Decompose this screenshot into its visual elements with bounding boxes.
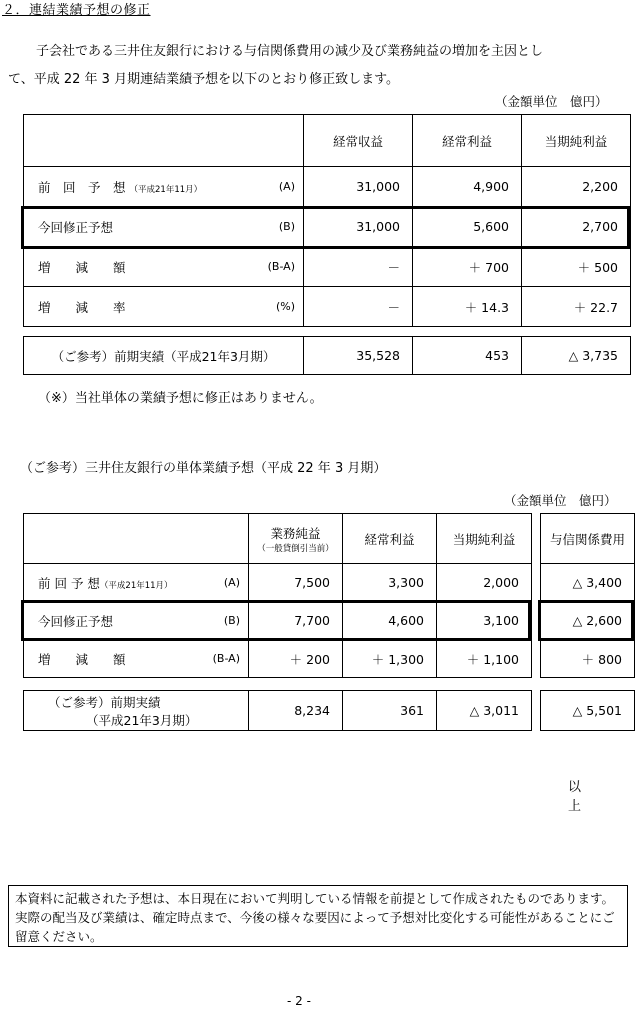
bank-unit: （金額単位 億円） [504,493,617,508]
bank-forecast-table [23,513,532,678]
table-cell: 31,000 [304,167,413,207]
credit-reference-table [540,690,635,731]
header-credit-cost: 与信関係費用 [541,514,635,564]
table-cell: ＋ 700 [413,247,522,287]
disclaimer-box: 本資料に記載された予想は、本日現在において判明している情報を前提として作成されたものであります。実際の配当及び業績は、確定時点まで、今後の様々な要因によって予想対比変化する可能性があることにご留意ください。 [8,885,628,947]
table-cell: 3,100 [437,602,532,640]
row-label: 今回修正予想 (B) [24,207,304,247]
consolidated-reference-table [23,336,631,375]
table-row [24,564,532,602]
reference-label: （ご参考）前期実績 （平成21年3月期） [24,691,249,731]
bank-reference-table [23,690,532,731]
table-header-row [24,514,532,564]
table-cell: 8,234 [249,691,343,731]
row-label: 今回修正予想 (B) [24,602,249,640]
table-cell: ＋ 1,300 [343,640,437,678]
reference-row [24,337,631,375]
table-cell: △ 3,011 [437,691,532,731]
closing-mark: 以 上 [568,780,635,814]
table-cell: － [304,287,413,327]
page-number: - 2 - [287,994,311,1008]
table-cell: △ 5,501 [541,691,635,731]
credit-cost-table [540,513,635,678]
table-cell: △ 3,400 [541,564,635,602]
table-cell: 453 [413,337,522,375]
table-cell: ＋ 500 [522,247,631,287]
table-cell: ＋ 22.7 [522,287,631,327]
table-cell: 5,600 [413,207,522,247]
intro-line-1: 子会社である三井住友銀行における与信関係費用の減少及び業務純益の増加を主因とし [36,44,544,59]
header-ordinary-profit: 経常利益 [413,115,522,167]
table-cell: △ 2,600 [541,602,635,640]
section-title: ２．連結業績予想の修正 [2,3,151,18]
table-cell: 2,000 [437,564,532,602]
reference-label: （ご参考）前期実績（平成21年3月期） [24,337,304,375]
header-business-profit: 業務純益 （一般貸倒引当前） [249,514,343,564]
table-cell: 2,700 [522,207,631,247]
reference-row [24,691,532,731]
bank-revised-row-highlight [21,600,531,641]
table-cell: － [304,247,413,287]
table-cell: 7,500 [249,564,343,602]
table-row [24,287,631,327]
header-blank [24,115,304,167]
intro-paragraph [8,38,628,94]
table-cell: 3,300 [343,564,437,602]
table-cell: ＋ 14.3 [413,287,522,327]
header-net-income: 当期純利益 [437,514,532,564]
table-cell: ＋ 200 [249,640,343,678]
table-row [24,640,532,678]
row-label: 増 減 額 (B-A) [24,640,249,678]
row-label: 増 減 額 (B-A) [24,247,304,287]
header-blank [24,514,249,564]
table-cell: 31,000 [304,207,413,247]
table-cell: 4,600 [343,602,437,640]
table-header-row [24,115,631,167]
table-cell: ＋ 1,100 [437,640,532,678]
row-label: 前 回 予 想 （平成21年11月） (A) [24,167,304,207]
row-label: 前 回 予 想（平成21年11月） (A) [24,564,249,602]
table-cell: 7,700 [249,602,343,640]
table-cell: ＋ 800 [541,640,635,678]
table-cell: 4,900 [413,167,522,207]
header-ordinary-profit: 経常利益 [343,514,437,564]
consolidated-unit: （金額単位 億円） [495,94,608,109]
bank-forecast-title: （ご参考）三井住友銀行の単体業績予想（平成 22 年 3 月期） [20,461,387,476]
table-cell: 35,528 [304,337,413,375]
header-ordinary-income: 経常収益 [304,115,413,167]
revised-row-highlight [21,206,630,249]
note: （※）当社単体の業績予想に修正はありません。 [38,391,323,406]
intro-line-2: て、平成 22 年 3 月期連結業績予想を以下のとおり修正致します。 [8,72,400,87]
row-label: 増 減 率 (%) [24,287,304,327]
table-cell: △ 3,735 [522,337,631,375]
table-row [24,247,631,287]
table-cell: 361 [343,691,437,731]
table-cell: 2,200 [522,167,631,207]
credit-revised-highlight [538,600,634,641]
header-net-income: 当期純利益 [522,115,631,167]
table-row [24,167,631,207]
